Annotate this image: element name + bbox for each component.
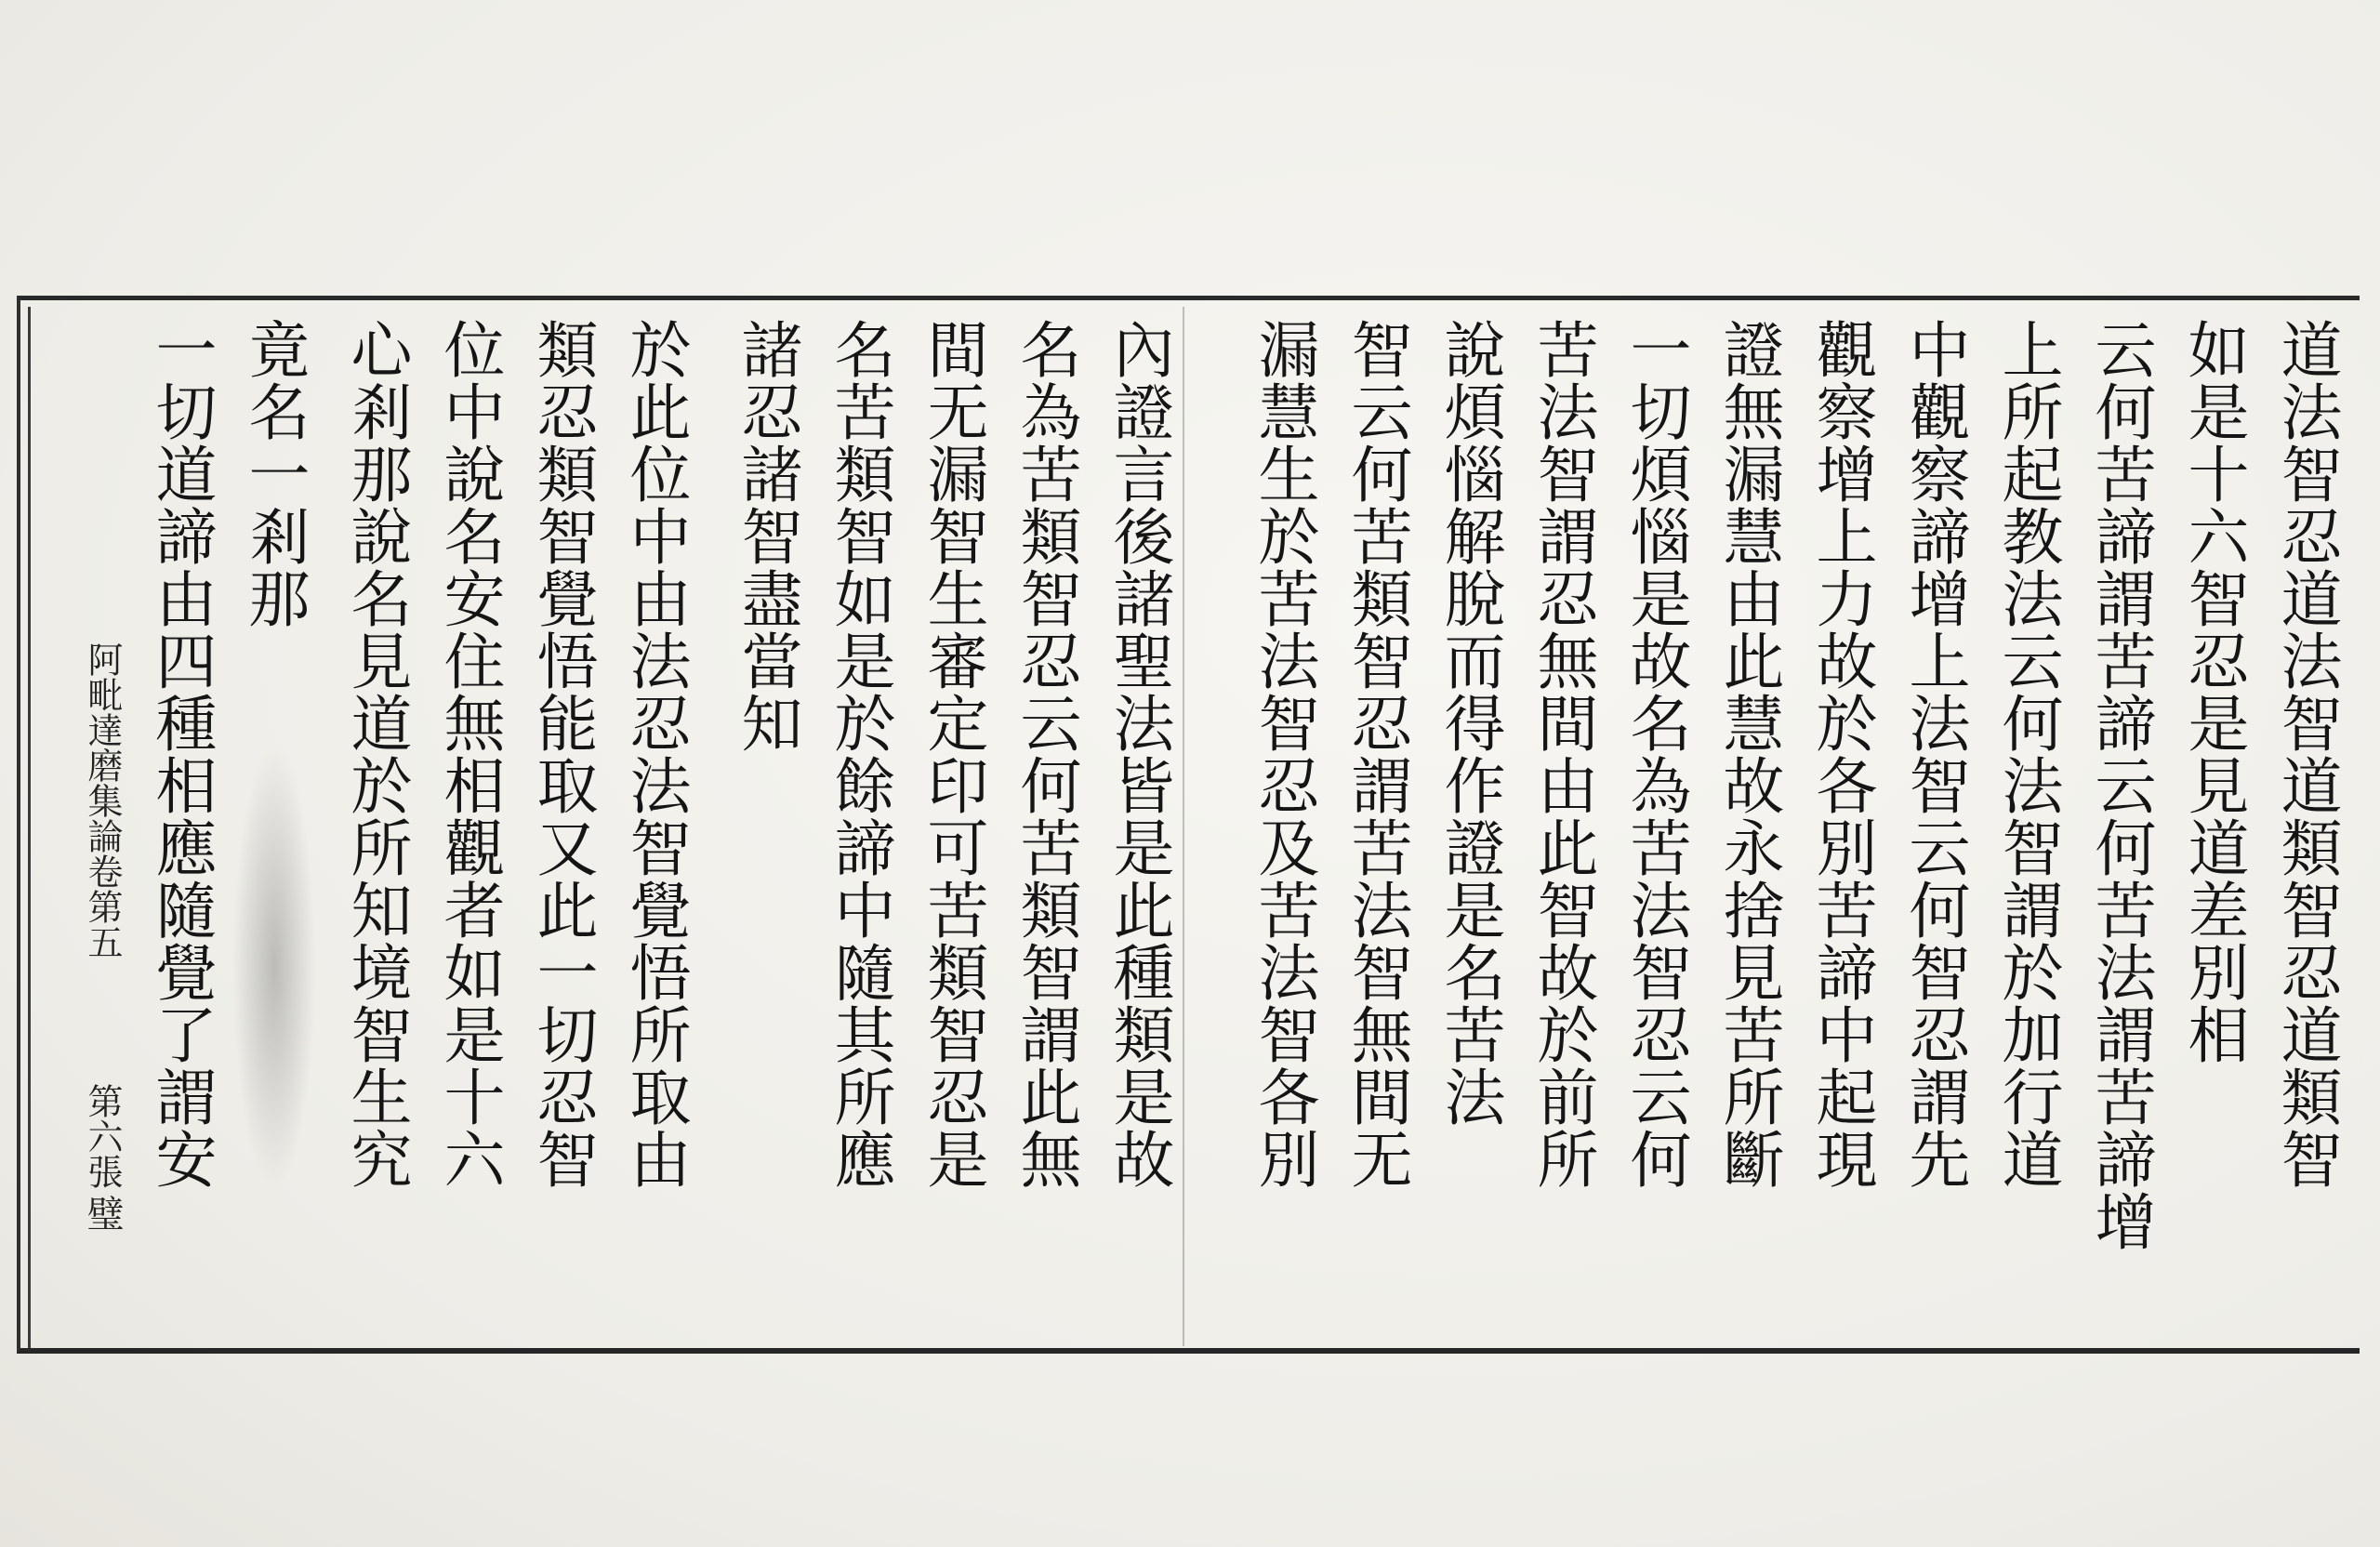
text-column-13: 內證言後諸聖法皆是此種類是故: [1103, 318, 1174, 1190]
text-column-18: 於此位中由法忍法智覺悟所取由: [619, 318, 691, 1190]
text-column-14: 名為苦類智忍云何苦類智謂此無: [1010, 318, 1081, 1190]
text-column-17: 諸忍諸智盡當知: [731, 318, 802, 754]
text-column-9: 苦法智謂忍無間由此智故於前所: [1527, 318, 1598, 1190]
page-fold-line: [1183, 307, 1184, 1346]
text-column-22: 竟名一剎那: [238, 318, 310, 629]
footer-sheet-number: 第六張: [82, 1083, 123, 1189]
text-column-20: 位中說名安住無相觀者如是十六: [433, 318, 505, 1190]
text-column-19: 類忍類智覺悟能取又此一切忍智: [526, 318, 598, 1190]
text-column-5: 中觀察諦增上法智云何智忍謂先: [1898, 318, 1970, 1190]
text-column-10: 說煩惱解脫而得作證是名苦法: [1434, 318, 1505, 1128]
text-column-23: 一切道諦由四種相應隨覺了謂安: [145, 318, 217, 1190]
text-column-4: 上所起教法云何法智謂於加行道: [1991, 318, 2063, 1190]
footer-carver-mark: 璧: [81, 1195, 124, 1233]
text-column-3: 云何苦諦謂苦諦云何苦法謂苦諦增: [2084, 318, 2156, 1252]
text-column-16: 名苦類智如是於餘諦中隨其所應: [824, 318, 895, 1190]
frame-inner-rule: [28, 307, 31, 1348]
footer-title-volume: 阿毗達磨集論卷第五: [82, 641, 123, 959]
text-column-6: 觀察增上力故於各別苦諦中起現: [1805, 318, 1877, 1190]
ink-smudge: [232, 744, 316, 1190]
text-column-2: 如是十六智忍是見道差別相: [2177, 318, 2249, 1065]
text-column-7: 證無漏慧由此慧故永捨見苦所斷: [1712, 318, 1784, 1190]
text-column-12: 漏慧生於苦法智忍及苦法智各別: [1248, 318, 1319, 1190]
text-column-8: 一切煩惱是故名為苦法智忍云何: [1620, 318, 1691, 1190]
text-column-21: 心剎那說名見道於所知境智生究: [340, 318, 412, 1190]
text-column-1: 道法智忍道法智道類智忍道類智: [2270, 318, 2342, 1190]
text-column-15: 間无漏智生審定印可苦類智忍是: [917, 318, 988, 1190]
text-column-11: 智云何苦類智忍謂苦法智無間无: [1341, 318, 1412, 1190]
